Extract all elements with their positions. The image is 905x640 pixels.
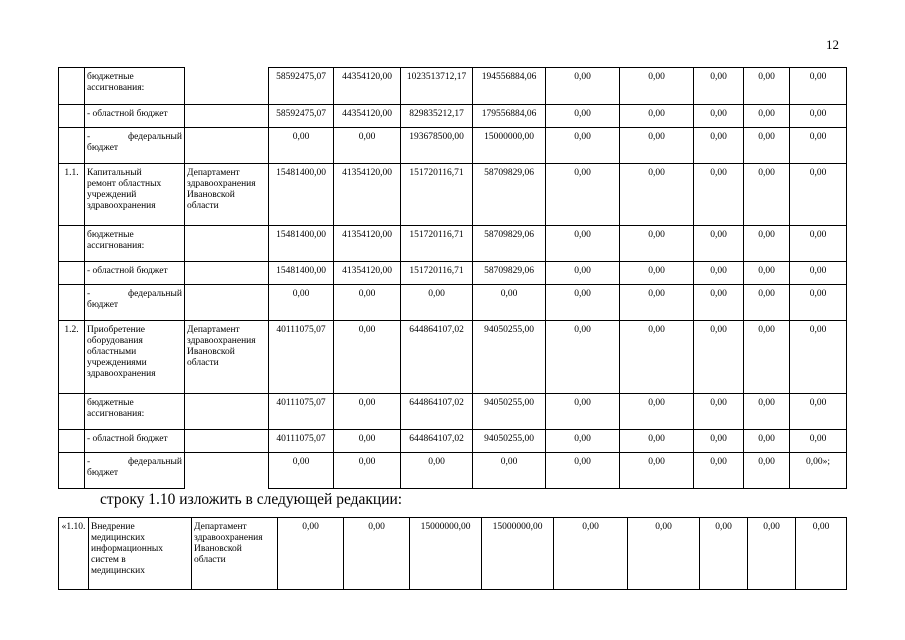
name-part: федеральный (128, 457, 182, 467)
name-line (87, 457, 182, 468)
value-cell: 0,00 (694, 430, 744, 453)
name-line: бюджетные (87, 398, 134, 408)
value-cell: 0,00 (790, 164, 847, 226)
budget-table-bottom (58, 517, 847, 590)
value-cell: 58709829,06 (473, 262, 546, 285)
value-cell: 0,00 (546, 394, 620, 430)
table-row (59, 285, 847, 321)
name-part: - (87, 289, 91, 299)
table-row (59, 105, 847, 128)
value-cell: 0,00 (334, 128, 401, 164)
value-cell: 644864107,02 (401, 394, 473, 430)
row-number-cell: 1.2. (59, 321, 85, 394)
value-cell: 644864107,02 (401, 321, 473, 394)
value-cell: 0,00 (790, 321, 847, 394)
value-cell: 0,00 (796, 518, 847, 590)
value-cell: 0,00 (700, 518, 748, 590)
value-cell: 0,00 (554, 518, 628, 590)
value-cell: 0,00 (334, 430, 401, 453)
value-cell: 0,00 (694, 394, 744, 430)
value-cell: 0,00 (546, 128, 620, 164)
value-cell: 0,00 (334, 394, 401, 430)
name-line: ремонт областных (87, 179, 162, 189)
row-number-cell (59, 394, 85, 430)
department-cell (185, 262, 269, 285)
name-line: Приобретение (87, 325, 145, 335)
value-cell: 0,00 (620, 68, 694, 105)
name-line: систем в (91, 555, 126, 565)
name-line: медицинских (91, 533, 145, 543)
row-name-cell (85, 164, 185, 226)
name-part: федеральный (128, 289, 182, 299)
name-line: - областной бюджет (87, 266, 168, 276)
name-line: Капитальный (87, 168, 142, 178)
value-cell: 0,00 (620, 285, 694, 321)
value-cell: 0,00 (744, 128, 790, 164)
value-cell: 0,00 (334, 285, 401, 321)
row-name-cell (85, 105, 185, 128)
table-row (59, 262, 847, 285)
department-cell (185, 394, 269, 430)
value-cell: 0,00 (269, 128, 334, 164)
name-line: областными (87, 347, 137, 357)
value-cell: 0,00 (694, 68, 744, 105)
value-cell: 15000000,00 (482, 518, 554, 590)
value-cell: 44354120,00 (334, 105, 401, 128)
value-cell: 829835212,17 (401, 105, 473, 128)
value-cell: 0,00 (269, 285, 334, 321)
department-cell (185, 226, 269, 262)
value-cell: 0,00 (620, 128, 694, 164)
value-cell: 151720116,71 (401, 164, 473, 226)
value-cell: 58709829,06 (473, 164, 546, 226)
value-cell: 0,00 (620, 430, 694, 453)
value-cell: 0,00 (620, 321, 694, 394)
table-row (59, 394, 847, 430)
value-cell: 94050255,00 (473, 394, 546, 430)
value-cell: 0,00 (744, 262, 790, 285)
value-cell: 0,00 (694, 285, 744, 321)
row-number-cell: 1.1. (59, 164, 85, 226)
value-cell: 0,00 (790, 394, 847, 430)
name-line: медицинских (91, 566, 145, 576)
value-cell: 0,00 (790, 68, 847, 105)
name-line: бюджет (87, 300, 119, 310)
name-line: бюджет (87, 143, 119, 153)
value-cell: 0,00 (334, 453, 401, 489)
table-row (59, 518, 847, 590)
value-cell: 0,00 (546, 321, 620, 394)
name-line: бюджет (87, 468, 119, 478)
value-cell: 0,00 (401, 285, 473, 321)
name-part: - (87, 132, 91, 142)
row-name-cell (85, 128, 185, 164)
value-cell: 40111075,07 (269, 430, 334, 453)
name-line: бюджетные (87, 72, 134, 82)
value-cell: 0,00 (790, 285, 847, 321)
value-cell: 0,00 (473, 453, 546, 489)
value-cell: 58592475,07 (269, 68, 334, 105)
budget-table-top (58, 67, 847, 489)
value-cell: 94050255,00 (473, 321, 546, 394)
value-cell: 194556884,06 (473, 68, 546, 105)
value-cell: 0,00 (694, 164, 744, 226)
value-cell: 0,00 (269, 453, 334, 489)
department-cell (185, 68, 269, 105)
row-name-cell (85, 394, 185, 430)
value-cell: 0,00 (744, 164, 790, 226)
row-number-cell (59, 105, 85, 128)
value-cell: 193678500,00 (401, 128, 473, 164)
value-cell: 40111075,07 (269, 321, 334, 394)
table-row (59, 128, 847, 164)
value-cell: 0,00 (546, 285, 620, 321)
name-part: федеральный (128, 132, 182, 142)
table-row (59, 164, 847, 226)
value-cell: 41354120,00 (334, 262, 401, 285)
value-cell: 0,00 (748, 518, 796, 590)
row-number-cell (59, 430, 85, 453)
row-number-cell (59, 68, 85, 105)
department-cell (185, 430, 269, 453)
table-row (59, 226, 847, 262)
value-cell: 0,00 (744, 285, 790, 321)
value-cell: 0,00 (620, 226, 694, 262)
name-line: - областной бюджет (87, 109, 168, 119)
value-cell: 151720116,71 (401, 262, 473, 285)
value-cell: 179556884,06 (473, 105, 546, 128)
value-cell: 15000000,00 (410, 518, 482, 590)
value-cell: 0,00 (546, 105, 620, 128)
value-cell: 0,00 (546, 226, 620, 262)
value-cell: 0,00 (790, 262, 847, 285)
name-part: - (87, 457, 91, 467)
value-cell: 0,00 (744, 430, 790, 453)
value-cell: 0,00 (344, 518, 410, 590)
department-cell (185, 453, 269, 489)
name-line: ассигнования: (87, 83, 145, 93)
name-line: оборудования (87, 336, 143, 346)
value-cell: 0,00 (790, 105, 847, 128)
value-cell: 0,00 (620, 453, 694, 489)
value-cell: 0,00 (744, 68, 790, 105)
value-cell: 0,00 (744, 394, 790, 430)
value-cell: 0,00 (334, 321, 401, 394)
value-cell: 644864107,02 (401, 430, 473, 453)
value-cell: 0,00 (744, 321, 790, 394)
value-cell: 0,00 (790, 128, 847, 164)
value-cell: 0,00 (546, 453, 620, 489)
department-cell: Департамент здравоохранения Ивановской области (185, 164, 269, 226)
value-cell: 58709829,06 (473, 226, 546, 262)
name-line: бюджетные (87, 230, 134, 240)
value-cell: 0,00 (790, 226, 847, 262)
value-cell: 15000000,00 (473, 128, 546, 164)
value-cell: 0,00 (620, 262, 694, 285)
value-cell: 0,00 (790, 430, 847, 453)
name-line (87, 132, 182, 143)
page-number: 12 (826, 37, 839, 52)
value-cell: 0,00 (546, 430, 620, 453)
name-line: - областной бюджет (87, 434, 168, 444)
value-cell: 15481400,00 (269, 164, 334, 226)
name-line: Внедрение (91, 522, 135, 532)
name-line: здравоохранения (87, 201, 156, 211)
row-number-cell: «1.10. (59, 518, 89, 590)
value-cell: 0,00 (694, 321, 744, 394)
value-cell: 0,00 (694, 453, 744, 489)
value-cell: 0,00 (473, 285, 546, 321)
name-line: учреждениями (87, 358, 147, 368)
value-cell: 0,00 (620, 105, 694, 128)
value-cell: 15481400,00 (269, 226, 334, 262)
instruction-text: строку 1.10 изложить в следующей редакции: (100, 491, 403, 508)
value-cell: 0,00 (694, 128, 744, 164)
row-number-cell (59, 226, 85, 262)
row-name-cell (85, 321, 185, 394)
value-cell: 15481400,00 (269, 262, 334, 285)
department-cell: Департамент здравоохранения Ивановской области (185, 321, 269, 394)
row-name-cell (85, 262, 185, 285)
value-cell: 0,00 (628, 518, 700, 590)
department-cell (185, 285, 269, 321)
name-line: здравоохранения (87, 369, 156, 379)
name-line (87, 289, 182, 300)
value-cell: 0,00 (546, 262, 620, 285)
value-cell: 0,00 (620, 394, 694, 430)
value-cell: 0,00 (694, 262, 744, 285)
value-cell: 94050255,00 (473, 430, 546, 453)
row-name-cell (85, 68, 185, 105)
row-name-cell (85, 430, 185, 453)
table-row (59, 430, 847, 453)
value-cell: 41354120,00 (334, 164, 401, 226)
row-name-cell (85, 285, 185, 321)
department-cell (185, 105, 269, 128)
row-name-cell (85, 226, 185, 262)
name-line: информационных (91, 544, 164, 554)
value-cell: 0,00 (744, 105, 790, 128)
value-cell: 0,00 (694, 105, 744, 128)
value-cell: 0,00 (546, 164, 620, 226)
name-line: учреждений (87, 190, 137, 200)
name-line: ассигнования: (87, 409, 145, 419)
row-number-cell (59, 262, 85, 285)
row-number-cell (59, 285, 85, 321)
value-cell: 0,00 (744, 453, 790, 489)
row-name-cell (85, 453, 185, 489)
value-cell: 0,00 (546, 68, 620, 105)
value-cell: 0,00 (620, 164, 694, 226)
table-row (59, 68, 847, 105)
table-row (59, 321, 847, 394)
department-cell: Департамент здравоохранения Ивановской области (192, 518, 278, 590)
row-number-cell (59, 128, 85, 164)
value-cell: 1023513712,17 (401, 68, 473, 105)
value-cell: 0,00 (401, 453, 473, 489)
row-number-cell (59, 453, 85, 489)
value-cell: 40111075,07 (269, 394, 334, 430)
value-cell: 44354120,00 (334, 68, 401, 105)
value-cell: 58592475,07 (269, 105, 334, 128)
value-cell: 151720116,71 (401, 226, 473, 262)
name-line: ассигнования: (87, 241, 145, 251)
value-cell: 41354120,00 (334, 226, 401, 262)
department-cell (185, 128, 269, 164)
value-cell: 0,00 (744, 226, 790, 262)
value-cell: 0,00 (278, 518, 344, 590)
row-name-cell (89, 518, 192, 590)
value-cell: 0,00»; (790, 453, 847, 489)
value-cell: 0,00 (694, 226, 744, 262)
table-row (59, 453, 847, 489)
